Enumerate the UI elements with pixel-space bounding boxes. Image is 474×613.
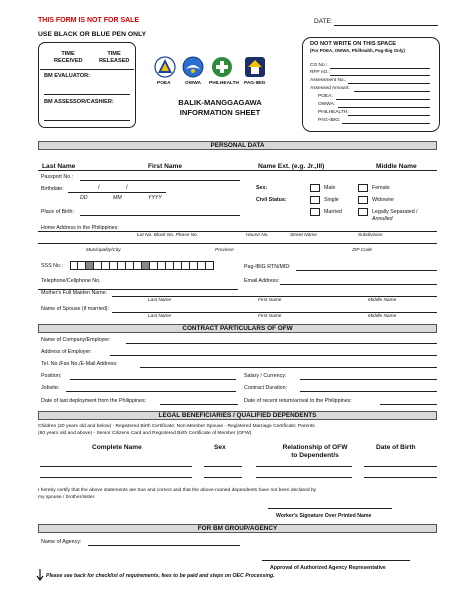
last-name-header: Last Name xyxy=(42,163,76,170)
bm-assessor-field[interactable] xyxy=(44,120,130,121)
widower-checkbox[interactable] xyxy=(358,196,368,204)
pagibig-amount-field[interactable] xyxy=(342,123,430,124)
mm-caption: MM xyxy=(113,195,122,201)
subdivision-caption: Subdivision xyxy=(358,233,383,238)
passport-no-label: Passport No.: xyxy=(41,174,74,180)
pagibig-caption: PAG-IBIG xyxy=(244,81,266,86)
col-relationship-2: to Dependent/s xyxy=(291,452,339,459)
jobsite-label: Jobsite: xyxy=(41,385,60,391)
time-box-divider-1 xyxy=(40,69,134,70)
telephone-label: Telephone/Cellphone No. xyxy=(41,278,101,284)
assessed-amount-field[interactable] xyxy=(354,91,430,92)
tel-fax-email-field[interactable] xyxy=(140,367,437,368)
house-no-caption: House No. xyxy=(246,233,269,238)
time-received-label: TIME RECEIVED xyxy=(54,51,83,64)
female-checkbox[interactable] xyxy=(358,184,368,192)
down-arrow-glyph-icon xyxy=(36,569,44,581)
assessment-no-field[interactable] xyxy=(348,83,430,84)
yyyy-caption: YYYY xyxy=(148,195,162,201)
birthdate-label: Birthdate: xyxy=(41,186,64,192)
dependent-row-1-name[interactable] xyxy=(40,466,192,467)
mother-first-caption: First Name xyxy=(258,298,282,303)
widower-label: Widow/er xyxy=(372,197,395,203)
middle-name-header: Middle Name xyxy=(376,163,417,170)
salary-label: Salary / Currency: xyxy=(244,373,287,379)
recent-return-field[interactable] xyxy=(380,404,437,405)
dependent-row-2-sex[interactable] xyxy=(204,477,242,478)
contract-particulars-header: CONTRACT PARTICULARS OF OFW xyxy=(38,324,437,333)
pen-instruction: USE BLACK OR BLUE PEN ONLY xyxy=(38,31,147,38)
footer-note: Please see back for checklist of requirements, fees to be paid and steps on OEC Processing. xyxy=(46,573,275,579)
philhealth-emblem-icon xyxy=(211,56,233,78)
poea-caption: POEA xyxy=(157,81,171,86)
email-label: Email Address: xyxy=(244,278,280,284)
home-address-line-2[interactable] xyxy=(38,243,437,244)
agency-header: FOR BM GROUP/AGENCY xyxy=(38,524,437,533)
certification-line-1: I hereby certify that the above statements are true and correct and that the above-named dependents have not been declared by xyxy=(38,488,317,493)
pagibig-emblem-icon xyxy=(244,56,266,78)
salary-field[interactable] xyxy=(300,379,437,380)
mother-last-caption: Last Name xyxy=(148,298,172,303)
beneficiaries-note-2: (60 years old and above) - Senior Citizens Card and Registered Birth Certificate of Member (OFW) xyxy=(38,431,252,436)
date-label: DATE: xyxy=(314,18,333,25)
col-date-of-birth: Date of Birth xyxy=(376,444,416,451)
owwa-logo xyxy=(182,56,204,78)
sex-label: Sex: xyxy=(256,185,268,191)
approval-signature-field[interactable] xyxy=(262,560,410,561)
date-field[interactable] xyxy=(334,25,438,26)
municipality-caption: Municipality/City xyxy=(86,248,121,253)
philhealth-amount-label: PHILHEALTH: xyxy=(318,110,349,115)
assessment-no-label: Assessment No.: xyxy=(310,78,347,83)
annulled-label: Annulled xyxy=(372,216,393,222)
form-title-line1: BALIK-MANGGAGAWA xyxy=(178,98,262,107)
form-title-line2: INFORMATION SHEET xyxy=(179,108,261,117)
poea-logo xyxy=(154,56,176,78)
philhealth-caption: PHILHEALTH xyxy=(209,81,240,86)
spouse-name-label: Name of Spouse (if married): xyxy=(41,306,110,312)
legally-separated-checkbox[interactable] xyxy=(358,208,368,216)
rfp-no-field[interactable] xyxy=(330,75,430,76)
zip-code-caption: ZIP Code xyxy=(352,248,373,253)
passport-no-field[interactable] xyxy=(80,180,240,181)
street-name-caption: Street Name xyxy=(290,233,317,238)
last-deployment-label: Date of last deployment from the Philippines: xyxy=(41,398,147,404)
poea-amount-label: POEA: xyxy=(318,94,333,99)
tel-fax-email-label: Tel. No./Fax No./E-Mail Address: xyxy=(41,361,118,367)
rfp-no-label: RFP nO.: xyxy=(310,70,330,75)
mothers-maiden-field[interactable] xyxy=(112,296,437,297)
legally-separated-label: Legally Separated / xyxy=(372,209,418,215)
contract-duration-field[interactable] xyxy=(300,391,437,392)
bm-evaluator-label: BM EVALUATOR: xyxy=(44,73,90,79)
married-label: Married xyxy=(324,209,342,215)
owwa-amount-field[interactable] xyxy=(338,107,430,108)
pagibig-amount-label: PAG-IBIG: xyxy=(318,118,341,123)
agency-name-field[interactable] xyxy=(88,545,240,546)
single-checkbox[interactable] xyxy=(310,196,320,204)
pagibig-rtn-field[interactable] xyxy=(296,270,437,271)
place-of-birth-field[interactable] xyxy=(80,215,240,216)
spouse-last-caption: Last Name xyxy=(148,314,172,319)
employer-address-field[interactable] xyxy=(110,355,437,356)
birthdate-field[interactable] xyxy=(68,192,166,193)
personal-data-header: PERSONAL DATA xyxy=(38,141,437,150)
male-label: Male xyxy=(324,185,336,191)
sss-no-label: SSS No.: xyxy=(41,263,63,269)
beneficiaries-header: LEGAL BENEFICIARIES / QUALIFIED DEPENDENTS xyxy=(38,411,437,420)
cg-no-label: CG No.: xyxy=(310,63,328,68)
birthdate-slash-1: / xyxy=(98,185,100,191)
beneficiaries-note-1: Children (20 years old and below) - Registered Birth Certificate; Non-Member Spouse - Registered Marriage Certificate; Parents xyxy=(38,424,315,429)
employer-address-label: Address of Employer: xyxy=(41,349,92,355)
position-label: Position: xyxy=(41,373,62,379)
mother-middle-caption: Middle Name xyxy=(368,298,397,303)
home-address-label: Home Address in the Philippines: xyxy=(41,225,119,231)
mothers-maiden-label: Mother's Full Maiden Name: xyxy=(41,290,108,296)
jobsite-field[interactable] xyxy=(66,391,236,392)
female-label: Female xyxy=(372,185,390,191)
bm-evaluator-field[interactable] xyxy=(44,94,130,95)
worker-signature-field[interactable] xyxy=(268,508,392,509)
not-for-sale-notice: THIS FORM IS NOT FOR SALE xyxy=(38,17,140,24)
col-complete-name: Complete Name xyxy=(92,444,142,451)
owwa-emblem-icon xyxy=(182,56,204,78)
sss-no-boxes[interactable] xyxy=(70,261,214,270)
certification-line-2: my spouse / brother/sister. xyxy=(38,495,96,500)
name-ext-header: Name Ext. (e.g. Jr.,III) xyxy=(258,163,325,170)
dependent-row-2-name[interactable] xyxy=(40,477,192,478)
single-label: Single xyxy=(324,197,339,203)
office-box-title: DO NOT WRITE ON THIS SPACE xyxy=(310,41,396,47)
first-name-header: First Name xyxy=(148,163,183,170)
dependent-row-1-relationship[interactable] xyxy=(256,466,352,467)
office-box-subtitle: (For POEA, OWWA, Philhealth, Pag-Ibig Only) xyxy=(310,48,405,53)
dependent-row-2-dob[interactable] xyxy=(364,477,437,478)
dependent-row-1-sex[interactable] xyxy=(204,466,242,467)
male-checkbox[interactable] xyxy=(310,184,320,192)
lot-no-caption: Lot No. Block No. Phase No. xyxy=(137,233,199,238)
spouse-middle-caption: Middle Name xyxy=(368,314,397,319)
poea-amount-field[interactable] xyxy=(336,99,430,100)
time-released-label: TIME RELEASED xyxy=(99,51,130,64)
poea-emblem-icon xyxy=(154,56,176,78)
position-field[interactable] xyxy=(70,379,236,380)
dependent-row-1-dob[interactable] xyxy=(364,466,437,467)
pagibig-logo xyxy=(244,56,266,78)
full-name-field[interactable] xyxy=(38,170,437,171)
bm-assessor-label: BM ASSESSOR/CASHIER: xyxy=(44,99,114,105)
last-deployment-field[interactable] xyxy=(160,404,238,405)
province-caption: Province xyxy=(215,248,234,253)
worker-signature-label: Worker's Signature Over Printed Name xyxy=(276,513,372,519)
recent-return-label: Date of recent return/arrival to the Philippines: xyxy=(244,398,352,404)
owwa-amount-label: OWWA: xyxy=(318,102,336,107)
spouse-first-caption: First Name xyxy=(258,314,282,319)
approval-label: Approval of Authorized Agency Representative xyxy=(270,565,386,571)
spouse-name-field[interactable] xyxy=(112,312,437,313)
col-sex: Sex xyxy=(214,444,226,451)
married-checkbox[interactable] xyxy=(310,208,320,216)
cg-no-field[interactable] xyxy=(330,68,430,69)
assessed-amount-label: Assessed Amount: xyxy=(310,86,350,91)
home-address-line-1[interactable] xyxy=(38,231,437,232)
dependent-row-2-relationship[interactable] xyxy=(256,477,352,478)
email-field[interactable] xyxy=(280,284,437,285)
employer-name-label: Name of Company/Employer: xyxy=(41,337,111,343)
employer-name-field[interactable] xyxy=(126,343,437,344)
arrow-down-icon xyxy=(36,569,44,581)
birthdate-slash-2: / xyxy=(126,185,128,191)
dd-caption: DD xyxy=(80,195,88,201)
col-relationship-1: Relationship of OFW xyxy=(282,444,348,451)
owwa-caption: OWWA xyxy=(185,81,201,86)
agency-name-label: Name of Agency: xyxy=(41,539,82,545)
civil-status-label: Civil Status: xyxy=(256,197,287,203)
place-of-birth-label: Place of Birth: xyxy=(41,209,74,215)
philhealth-amount-field[interactable] xyxy=(348,115,430,116)
philhealth-logo xyxy=(211,56,233,78)
contract-duration-label: Contract Duration: xyxy=(244,385,287,391)
pagibig-rtn-label: Pag-IBIG RTN/MID: xyxy=(244,264,291,270)
